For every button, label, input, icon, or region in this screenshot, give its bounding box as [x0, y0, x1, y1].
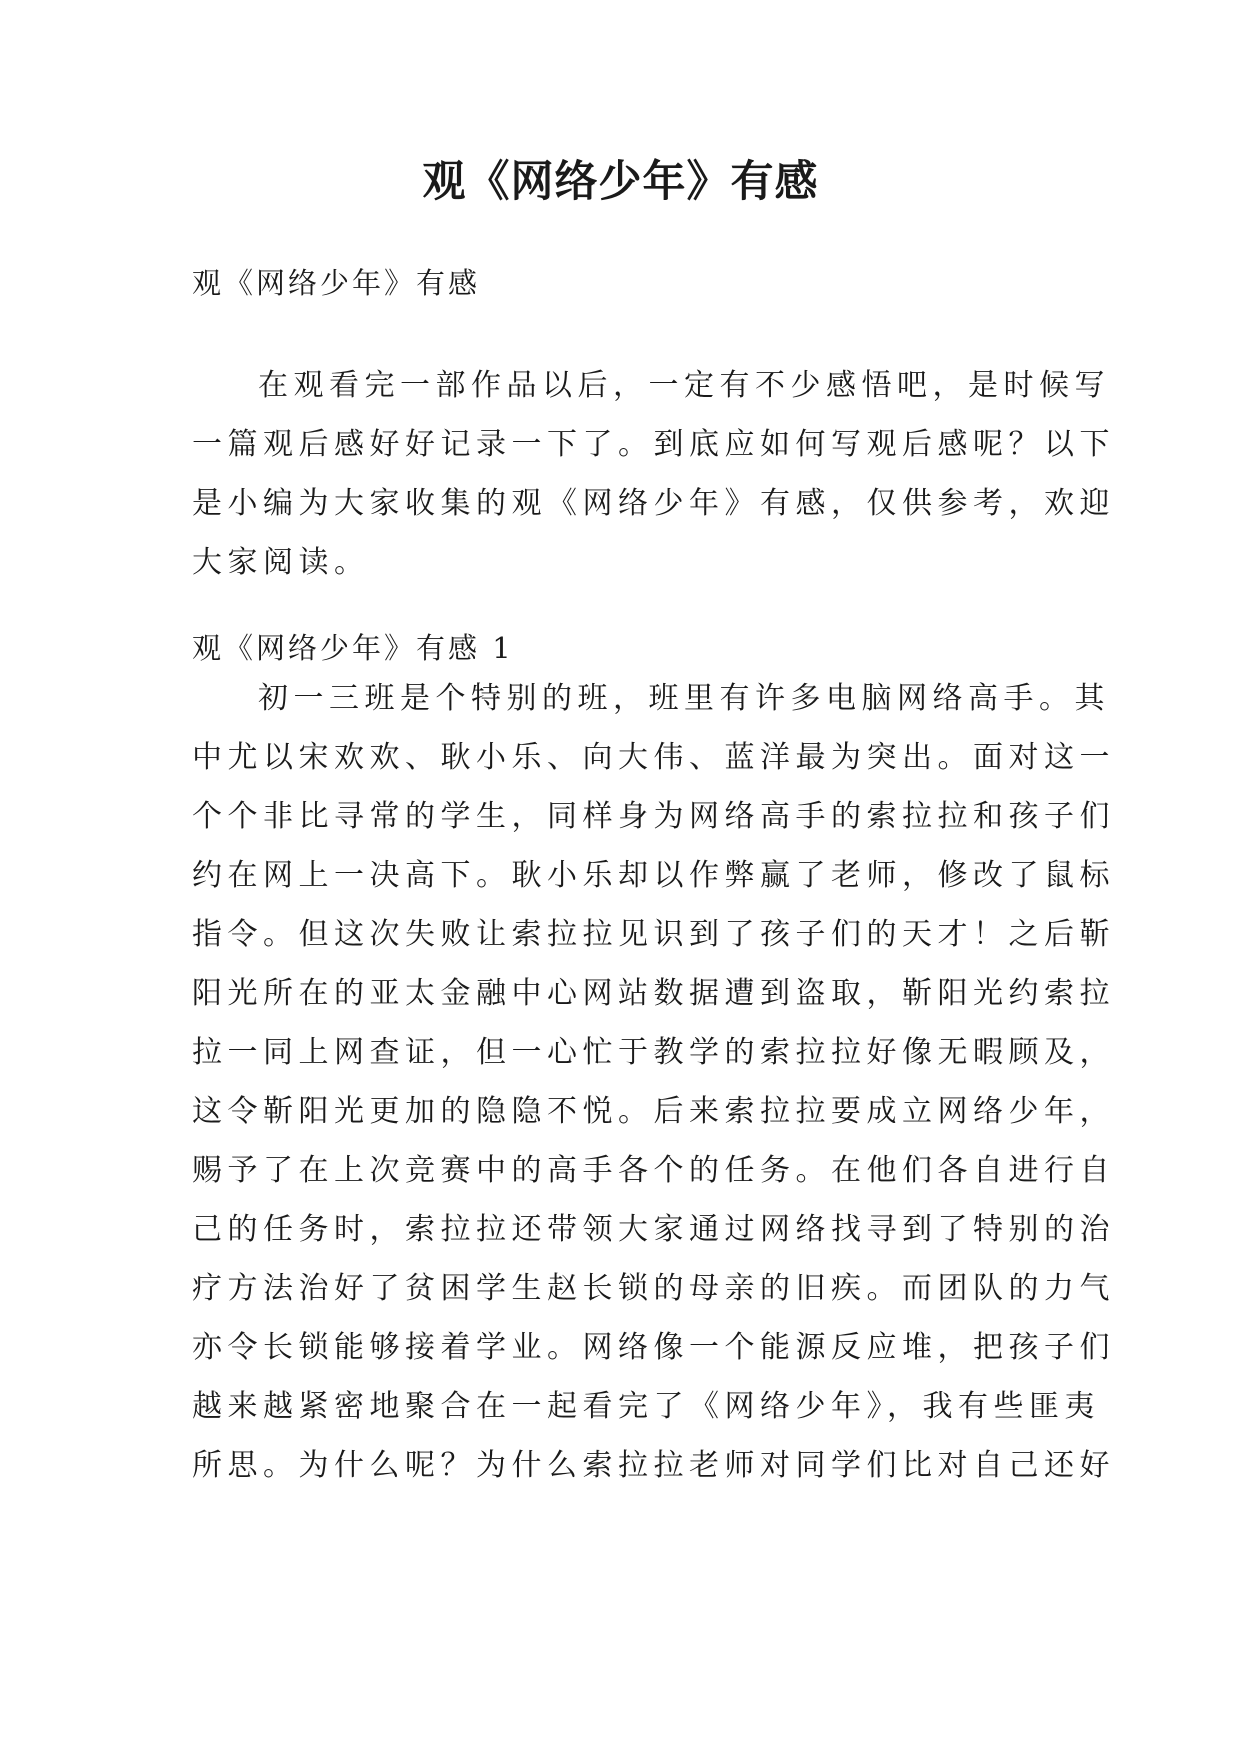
- document-title: 观《网络少年》有感: [422, 157, 819, 207]
- paragraph-line: 在观看完一部作品以后，一定有不少感悟吧，是时候写: [258, 368, 1110, 403]
- paragraph-line: 是小编为大家收集的观《网络少年》有感，仅供参考，欢迎: [192, 486, 1115, 521]
- paragraph-line: 指令。但这次失败让索拉拉见识到了孩子们的天才！之后靳: [192, 917, 1115, 952]
- paragraph-line: 所思。为什么呢？为什么索拉拉老师对同学们比对自己还好: [192, 1448, 1115, 1483]
- intro-paragraph: [192, 356, 1115, 592]
- section-heading-1: 观《网络少年》有感 1: [192, 631, 514, 665]
- paragraph-line: 拉一同上网查证，但一心忙于教学的索拉拉好像无暇顾及，: [192, 1035, 1115, 1070]
- paragraph-line: 一篇观后感好好记录一下了。到底应如何写观后感呢？以下: [192, 427, 1115, 462]
- paragraph-line: 己的任务时，索拉拉还带领大家通过网络找寻到了特别的治: [192, 1212, 1115, 1247]
- paragraph-line: 大家阅读。: [192, 545, 370, 580]
- paragraph-line: 阳光所在的亚太金融中心网站数据遭到盗取，靳阳光约索拉: [192, 976, 1115, 1011]
- paragraph-line: 个个非比寻常的学生，同样身为网络高手的索拉拉和孩子们: [192, 799, 1115, 834]
- section-heading: 观《网络少年》有感: [192, 266, 481, 300]
- paragraph-line: 中尤以宋欢欢、耿小乐、向大伟、蓝洋最为突出。面对这一: [192, 740, 1115, 775]
- paragraph-line: 亦令长锁能够接着学业。网络像一个能源反应堆，把孩子们: [192, 1330, 1115, 1365]
- paragraph-line: 初一三班是个特别的班，班里有许多电脑网络高手。其: [258, 681, 1110, 716]
- paragraph-line: 赐予了在上次竞赛中的高手各个的任务。在他们各自进行自: [192, 1153, 1115, 1188]
- paragraph-line: 越来越紧密地聚合在一起看完了《网络少年》，我有些匪夷: [192, 1389, 1100, 1424]
- body-paragraph: [192, 669, 1115, 1495]
- paragraph-line: 这令靳阳光更加的隐隐不悦。后来索拉拉要成立网络少年，: [192, 1094, 1115, 1129]
- paragraph-line: 约在网上一决高下。耿小乐却以作弊赢了老师，修改了鼠标: [192, 858, 1115, 893]
- paragraph-line: 疗方法治好了贫困学生赵长锁的母亲的旧疾。而团队的力气: [192, 1271, 1115, 1306]
